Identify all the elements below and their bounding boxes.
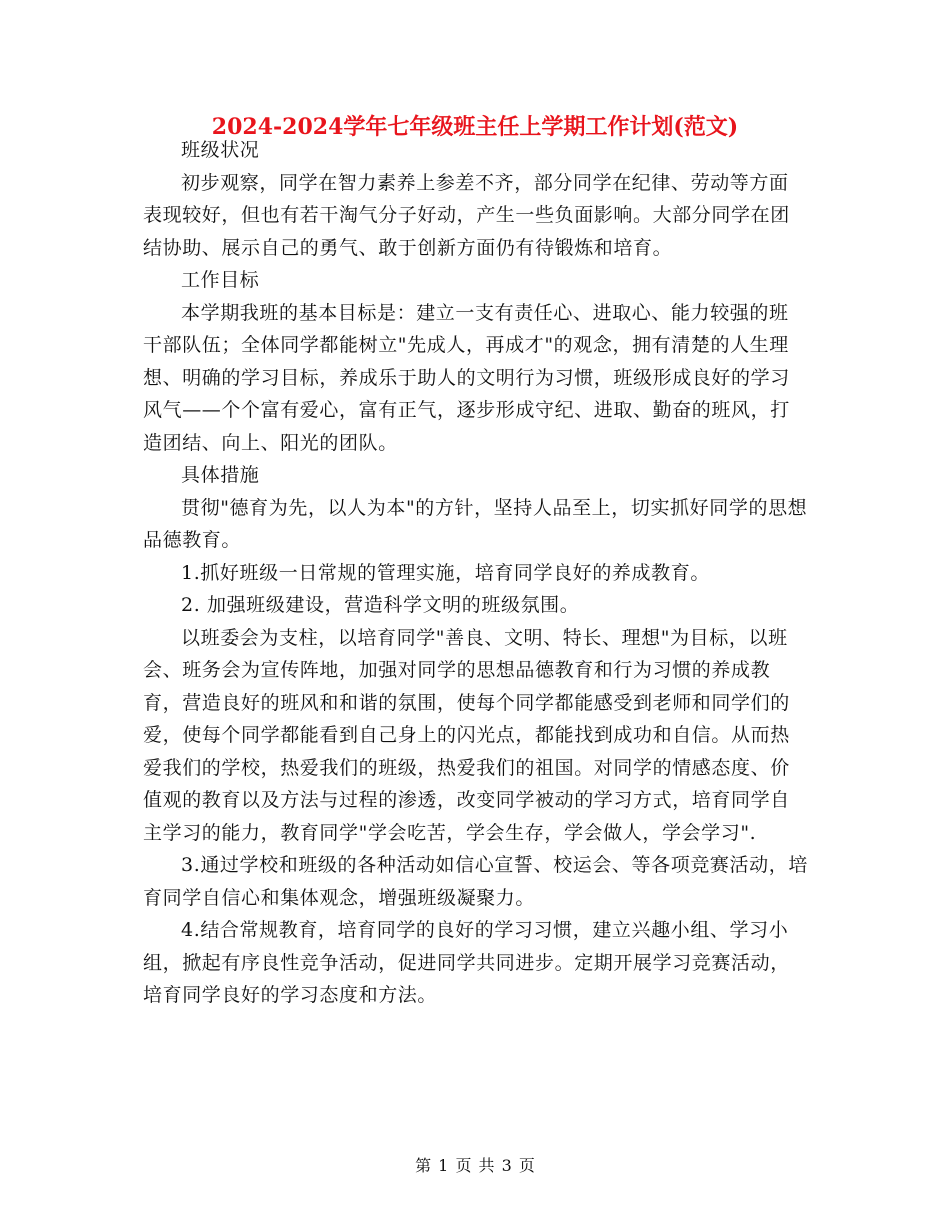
measure-item-1: 1.抓好班级一日常规的管理实施，培育同学良好的养成教育。: [181, 561, 710, 584]
section-heading-class-status: 班级状况: [181, 139, 260, 161]
measure-item-2: 2. 加强班级建设，营造科学文明的班级氛围。: [181, 594, 580, 616]
document-title: 2024-2024学年七年级班主任上学期工作计划(范文): [211, 114, 739, 140]
paragraph-work-goals: 本学期我班的基本目标是：建立一支有责任心、进取心、能力较强的班干部队伍；全体同学都能树立"先成人，再成才"的观念，拥有清楚的人生理想、明确的学习目标，养成乐于助人的文明行为习惯，班级形成良好的学习风气——个个富有爱心，富有正气，逐步形成守纪、进取、勤奋的班风，打造团结、向上、阳光的团队。: [143, 301, 790, 454]
page-number-footer: 第 1 页 共 3 页: [415, 1156, 535, 1175]
paragraph-measures-intro: 贯彻"德育为先，以人为本"的方针，坚持人品至上，切实抓好同学的思想品德教育。: [143, 496, 808, 551]
section-heading-work-goals: 工作目标: [181, 269, 260, 291]
document-body: [143, 134, 808, 1012]
measure-item-4: 4.结合常规教育，培育同学的良好的学习习惯，建立兴趣小组、学习小组，掀起有序良性竞争活动，促进同学共同进步。定期开展学习竞赛活动，培育同学良好的学习态度和方法。: [143, 919, 790, 1006]
paragraph-class-status: 初步观察，同学在智力素养上参差不齐，部分同学在纪律、劳动等方面表现较好，但也有若干淘气分子好动，产生一些负面影响。大部分同学在团结协助、展示自己的勇气、敢于创新方面仍有待锻炼和培育。: [143, 171, 790, 259]
paragraph-class-committee: 以班委会为支柱，以培育同学"善良、文明、特长、理想"为目标，以班会、班务会为宣传阵地，加强对同学的思想品德教育和行为习惯的养成教育，营造良好的班风和和谐的氛围，使每个同学都能感受到老师和同学们的爱，使每个同学都能看到自己身上的闪光点，都能找到成功和自信。从而热爱我们的学校，热爱我们的班级，热爱我们的祖国。对同学的情感态度、价值观的教育以及方法与过程的渗透，改变同学被动的学习方式，培育同学自主学习的能力，教育同学"学会吃苦，学会生存，学会做人，学会学习".: [143, 626, 790, 844]
measure-item-3: 3.通过学校和班级的各种活动如信心宣誓、校运会、等各项竞赛活动，培育同学自信心和集体观念，增强班级凝聚力。: [143, 854, 808, 909]
section-heading-measures: 具体措施: [181, 464, 260, 486]
